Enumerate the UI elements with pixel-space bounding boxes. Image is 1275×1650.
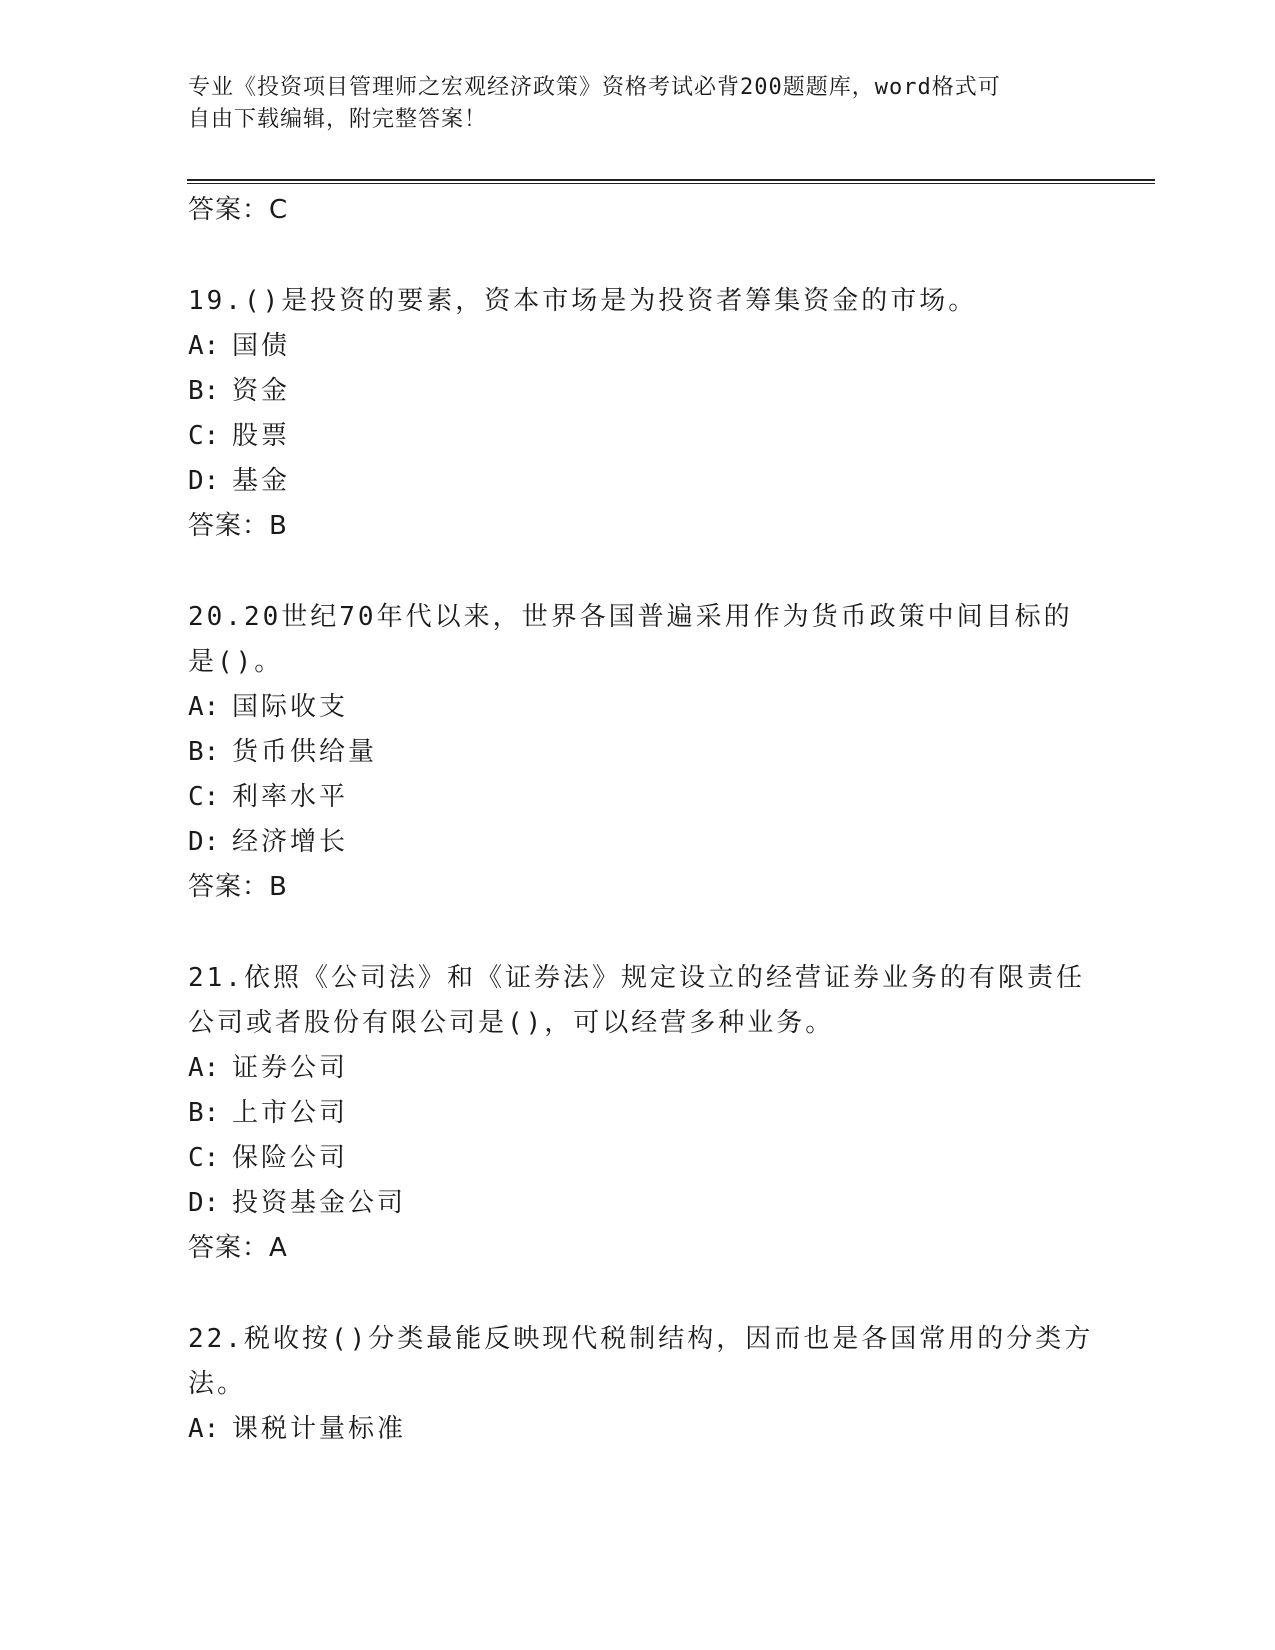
answer-option xyxy=(188,1091,1088,1136)
answer-option xyxy=(188,369,1088,414)
answer-line: 答案：A xyxy=(188,1233,288,1263)
question-block xyxy=(188,279,1088,549)
option-key: C: xyxy=(188,421,220,451)
option-text: 货币供给量 xyxy=(232,737,378,767)
option-text: 投资基金公司 xyxy=(232,1188,407,1218)
question-spacer xyxy=(188,1271,1088,1317)
question-block xyxy=(188,595,1088,910)
question-spacer xyxy=(188,233,1088,279)
question-spacer xyxy=(188,549,1088,595)
option-key: D: xyxy=(188,827,220,857)
answer-option xyxy=(188,1407,1088,1452)
option-key: C: xyxy=(188,782,220,812)
question-text: 22.税收按()分类最能反映现代税制结构，因而也是各国常用的分类方 xyxy=(188,1324,1094,1354)
answer-option xyxy=(188,414,1088,459)
option-key: A: xyxy=(188,1053,220,1083)
header-divider xyxy=(187,179,1155,181)
question-block xyxy=(188,956,1088,1271)
option-key: B: xyxy=(188,737,220,767)
question-spacer xyxy=(188,910,1088,956)
answer-option xyxy=(188,1136,1088,1181)
option-text: 国债 xyxy=(232,331,291,361)
question-list xyxy=(188,188,1094,1452)
answer-line: 答案：B xyxy=(188,872,288,902)
answer-option xyxy=(188,820,1088,865)
answer-line: 答案：C xyxy=(188,195,289,225)
answer-option xyxy=(188,775,1088,820)
header-line-1: 专业《投资项目管理师之宏观经济政策》资格考试必背200题题库，word格式可 xyxy=(188,75,1001,100)
option-text: 股票 xyxy=(232,421,291,451)
header-divider-thin xyxy=(187,183,1155,184)
answer-option xyxy=(188,1046,1088,1091)
option-key: A: xyxy=(188,692,220,722)
question-text: 19.()是投资的要素，资本市场是为投资者筹集资金的市场。 xyxy=(188,286,978,316)
answer-option xyxy=(188,1181,1088,1226)
option-text: 资金 xyxy=(232,376,291,406)
question-block xyxy=(188,1317,1094,1452)
answer-option xyxy=(188,730,1088,775)
option-key: B: xyxy=(188,376,220,406)
answer-option xyxy=(188,685,1088,730)
option-key: D: xyxy=(188,466,220,496)
answer-line: 答案：B xyxy=(188,511,288,541)
option-text: 利率水平 xyxy=(232,782,349,812)
option-key: A: xyxy=(188,1414,220,1444)
option-text: 上市公司 xyxy=(232,1098,349,1128)
option-text: 课税计量标准 xyxy=(232,1414,407,1444)
option-key: A: xyxy=(188,331,220,361)
option-key: D: xyxy=(188,1188,220,1218)
question-text: 是()。 xyxy=(188,647,284,677)
option-text: 经济增长 xyxy=(232,827,349,857)
option-key: B: xyxy=(188,1098,220,1128)
question-text: 20.20世纪70年代以来，世界各国普遍采用作为货币政策中间目标的 xyxy=(188,602,1073,632)
option-text: 基金 xyxy=(232,466,291,496)
answer-option xyxy=(188,324,1088,369)
option-text: 证券公司 xyxy=(232,1053,349,1083)
answer-option xyxy=(188,459,1088,504)
option-text: 国际收支 xyxy=(232,692,349,722)
question-text: 法。 xyxy=(188,1369,247,1399)
option-text: 保险公司 xyxy=(232,1143,349,1173)
question-text: 21.依照《公司法》和《证券法》规定设立的经营证券业务的有限责任 xyxy=(188,963,1085,993)
document-header xyxy=(188,72,1068,136)
header-line-2: 自由下载编辑，附完整答案！ xyxy=(188,107,488,132)
option-key: C: xyxy=(188,1143,220,1173)
question-text: 公司或者股份有限公司是()，可以经营多种业务。 xyxy=(188,1008,835,1038)
